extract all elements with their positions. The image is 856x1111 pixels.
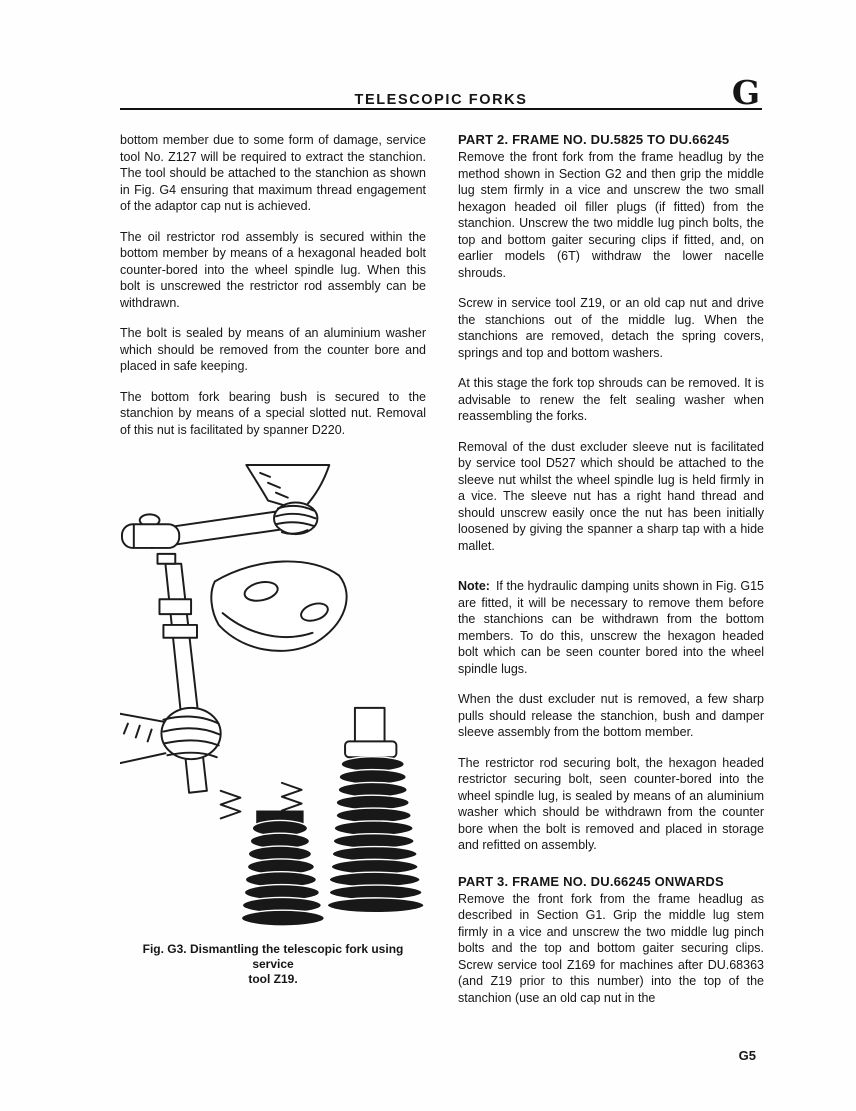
section-letter: G (731, 73, 760, 112)
paragraph: The bolt is sealed by means of an aluminium washer which should be removed from the counter bore and placed in safe keeping. (120, 326, 426, 373)
figure-caption-line2: tool Z19. (248, 972, 298, 986)
paragraph: bottom member due to some form of damage, service tool No. Z127 will be required to extract the stanchion. The tool should be attached to the stanchion as shown in Fig. G4 ensuring that maximum thread engagement of the adaptor cap nut is achieved. (120, 133, 426, 213)
part3-heading: PART 3. FRAME NO. DU.66245 ONWARDS (458, 873, 724, 889)
header-rule (120, 108, 762, 110)
paragraph: Removal of the dust excluder sleeve nut is facilitated by service tool D527 which should be attached to the sleeve nut whilst the wheel spindle lug is held firmly in a vice. The sleeve nut has a right hand thread and should unscrew easily once the nut has been initially loosened by giving the spanner a sharp tap with a hide mallet. (458, 439, 764, 553)
figure-caption (120, 942, 426, 987)
part2-heading: PART 2. FRAME NO. DU.5825 TO DU.66245 (458, 132, 730, 147)
paragraph: At this stage the fork top shrouds can be removed. It is advisable to renew the felt sealing washer when reassembling the forks. (458, 376, 764, 423)
paragraph: When the dust excluder nut is removed, a few sharp pulls should release the stanchion, bush and damper sleeve assembly from the bottom member. (458, 692, 764, 739)
content-columns (120, 132, 765, 1020)
paragraph: Remove the front fork from the frame headlug as described in Section G1. Grip the middle lug stem firmly in a vice and unscrew the two middle lug pinch bolts and the top and bottom gaiter securing clips. Screw service tool Z169 for machines after DU.68363 (and Z19 prior to this number) into the top of the stanchion (use an old cap nut in the (458, 891, 764, 1005)
figure-caption-line1: Fig. G3. Dismantling the telescopic fork using service (142, 942, 404, 971)
left-column (120, 132, 426, 1020)
page-title: TELESCOPIC FORKS (354, 92, 528, 108)
figure-g3 (120, 462, 426, 987)
note-paragraph (458, 578, 764, 677)
paragraph: Screw in service tool Z19, or an old cap nut and drive the stanchions out of the middle lug. When the stanchions are removed, detach the spring covers, springs and top and bottom washers. (458, 296, 764, 360)
right-column (458, 132, 764, 1020)
fork-dismantling-illustration (120, 462, 426, 932)
note-text: If the hydraulic damping units shown in Fig. G15 are fitted, it will be necessary to remove them before the stanchions can be withdrawn from the bottom members. To do this, unscrew the hexagon headed bolt which can be seen counter bored into the wheel spindle lugs. (458, 579, 764, 676)
paragraph: The bottom fork bearing bush is secured to the stanchion by means of a special slotted nut. Removal of this nut is facilitated by spanner D220. (120, 389, 426, 437)
note-label: Note: (458, 579, 490, 593)
paragraph: The restrictor rod securing bolt, the hexagon headed restrictor securing bolt, seen counter-bored into the wheel spindle lug, is sealed by means of an aluminium washer which should be withdrawn from the counter bore when the bolt is removed and placed in storage and refitted on assembly. (458, 755, 764, 852)
paragraph: Remove the front fork from the frame headlug by the method shown in Section G2 and then grip the middle lug stem firmly in a vice and unscrew the two small hexagon headed oil filler plugs (if fitted) from the stanchion. Unscrew the two middle lug pinch bolts, the top and bottom gaiter securing clips if fitted, and, on earlier models (6T) withdraw the lower nacelle shrouds. (458, 150, 764, 280)
page-number: G5 (738, 1048, 756, 1063)
paragraph: The oil restrictor rod assembly is secured within the bottom member by means of a hexagonal headed bolt counter-bored into the wheel spindle lug. When this bolt is unscrewed the restrictor rod assembly can be withdrawn. (120, 229, 426, 310)
